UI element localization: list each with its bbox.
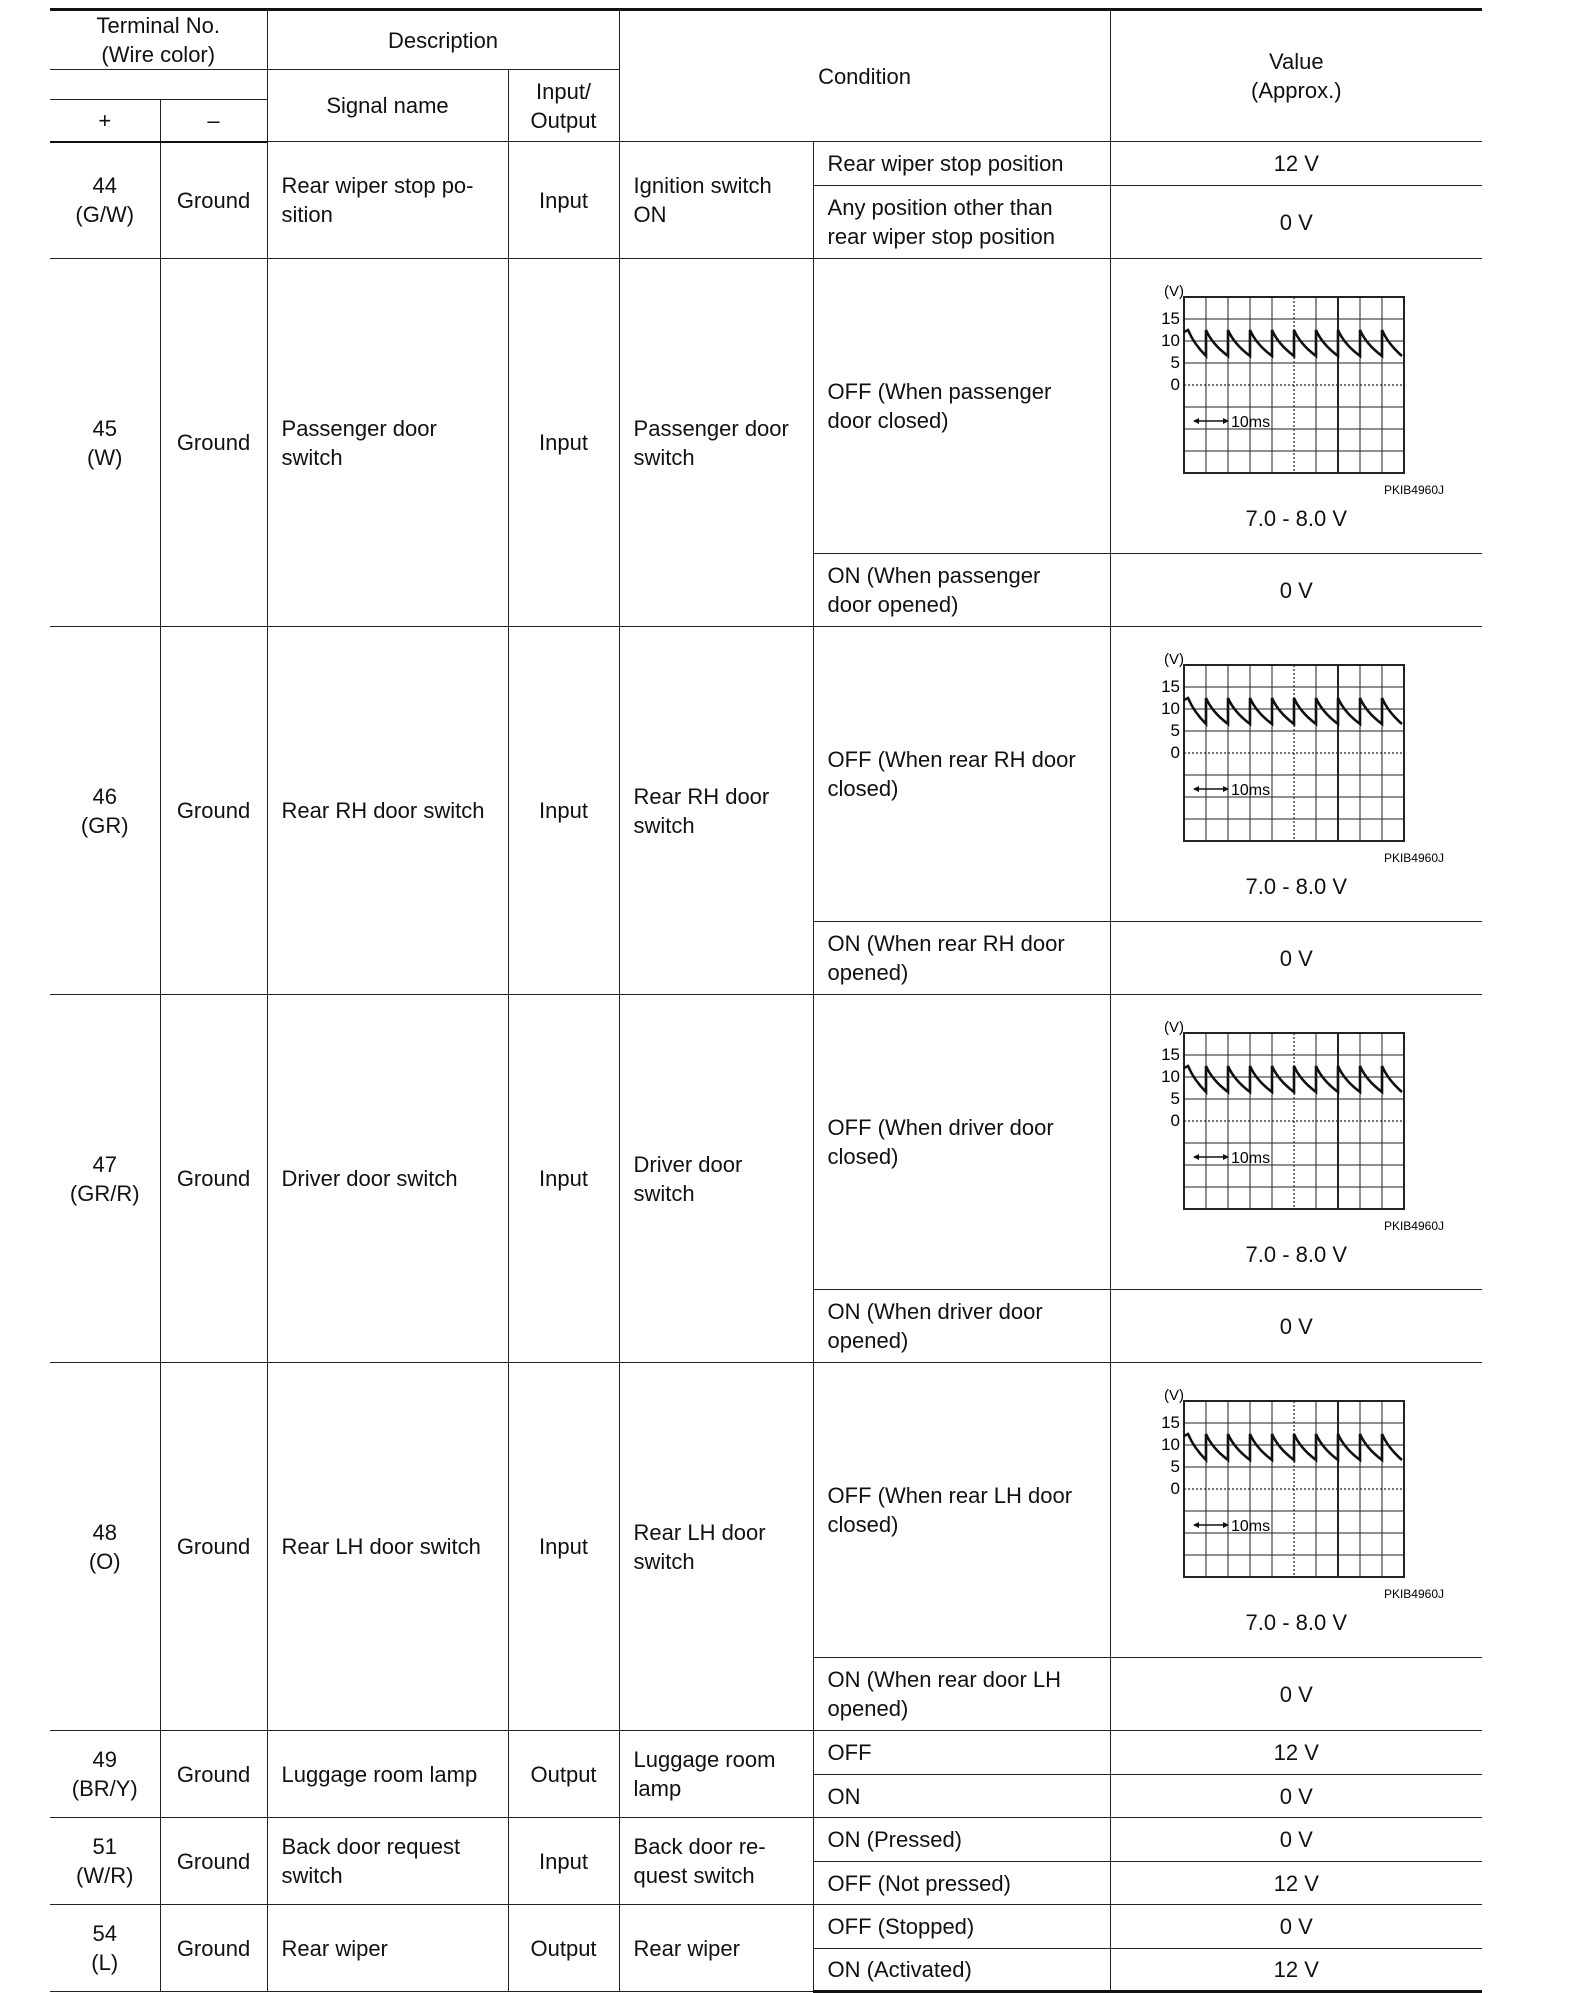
state-value: 0 V (1110, 922, 1482, 995)
terminal-number: 44 (92, 173, 117, 199)
wave-tick: 10 (1161, 698, 1181, 718)
state-label: OFF (Stopped) (813, 1905, 1110, 1949)
wave-time-label: 10ms (1231, 1149, 1271, 1167)
terminal-number: 47 (92, 1151, 117, 1177)
signal-name: Rear wiper (267, 1905, 508, 1992)
condition: Rear RH door switch (619, 627, 813, 995)
state-label: ON (When rear RH door opened) (813, 922, 1110, 995)
wire-color: (GR/R) (69, 1180, 140, 1206)
header-condition: Condition (619, 10, 1110, 142)
wave-tick: 10 (1161, 1066, 1181, 1086)
terminal-number: 49 (92, 1747, 117, 1772)
state-label: ON (813, 1775, 1110, 1818)
waveform-cell (1110, 1363, 1482, 1658)
header-description: Description (267, 10, 619, 70)
condition: Luggage room lamp (619, 1731, 813, 1818)
wire-color: (L) (91, 1950, 119, 1975)
input-output: Input (508, 259, 619, 627)
wave-time-label: 10ms (1231, 781, 1271, 799)
state-value: 0 V (1110, 186, 1482, 259)
header-plus: + (50, 100, 160, 142)
terminal-44 (50, 142, 160, 259)
state-label: ON (When rear door LH opened) (813, 1658, 1110, 1731)
header-value (1110, 10, 1482, 142)
oscilloscope-waveform (1115, 280, 1479, 502)
state-value: 0 V (1110, 1775, 1482, 1818)
header-terminal-no-label: Terminal No. (96, 13, 220, 38)
wave-unit: (V) (1164, 282, 1185, 300)
minus-ground: Ground (160, 627, 267, 995)
state-label: ON (Activated) (813, 1949, 1110, 1992)
state-label: Rear wiper stop position (813, 142, 1110, 186)
minus-ground: Ground (160, 142, 267, 259)
state-label: OFF (813, 1731, 1110, 1775)
wave-unit: (V) (1164, 1018, 1185, 1036)
header-terminal-no (50, 10, 267, 70)
state-label: Any position other than rear wiper stop position (813, 186, 1110, 259)
signal-name: Passenger door switch (267, 259, 508, 627)
state-label: ON (Pressed) (813, 1818, 1110, 1862)
wave-unit: (V) (1164, 650, 1185, 668)
state-value: 7.0 - 8.0 V (1245, 1241, 1348, 1267)
terminal-number: 48 (92, 1519, 117, 1545)
minus-ground: Ground (160, 259, 267, 627)
state-value: 0 V (1110, 1818, 1482, 1862)
wave-unit: (V) (1164, 1386, 1185, 1404)
signal-name: Luggage room lamp (267, 1731, 508, 1818)
input-output: Input (508, 627, 619, 995)
wave-tick: 5 (1170, 1088, 1181, 1108)
header-minus: – (160, 100, 267, 142)
wave-time-label: 10ms (1231, 413, 1271, 431)
wave-tick: 15 (1161, 308, 1181, 328)
input-output: Input (508, 995, 619, 1363)
terminal-45 (50, 259, 160, 627)
header-wire-color-label: (Wire color) (101, 42, 216, 67)
condition: Passenger door switch (619, 259, 813, 627)
wave-figure-id: PKIB4960J (1384, 1586, 1445, 1601)
condition: Rear LH door switch (619, 1363, 813, 1731)
condition: Rear wiper (619, 1905, 813, 1992)
wire-color: (G/W) (75, 202, 135, 228)
state-value: 12 V (1110, 1731, 1482, 1775)
terminal-51 (50, 1818, 160, 1905)
terminal-number: 51 (92, 1834, 117, 1859)
wave-tick: 0 (1170, 1478, 1181, 1498)
wire-color: (W) (87, 444, 123, 470)
terminal-47 (50, 995, 160, 1363)
minus-ground: Ground (160, 1363, 267, 1731)
signal-name: Rear wiper stop po- sition (267, 142, 508, 259)
wave-tick: 15 (1161, 676, 1181, 696)
terminal-spec-table (50, 8, 1482, 1993)
input-output: Input (508, 142, 619, 259)
terminal-table-page (50, 8, 1482, 1993)
state-value: 0 V (1110, 554, 1482, 627)
minus-ground: Ground (160, 1905, 267, 1992)
header-input-output: Input/ Output (508, 70, 619, 142)
state-value: 0 V (1110, 1290, 1482, 1363)
waveform-cell (1110, 627, 1482, 922)
state-value: 12 V (1110, 142, 1482, 186)
terminal-number: 54 (92, 1921, 117, 1946)
terminal-49 (50, 1731, 160, 1818)
wave-tick: 5 (1170, 1456, 1181, 1476)
terminal-54 (50, 1905, 160, 1992)
terminal-46 (50, 627, 160, 995)
header-approx-label: (Approx.) (1251, 78, 1342, 103)
terminal-number: 46 (92, 783, 117, 809)
wave-tick: 10 (1161, 330, 1181, 350)
wave-tick: 0 (1170, 1110, 1181, 1130)
minus-ground: Ground (160, 1818, 267, 1905)
wire-color: (BR/Y) (71, 1776, 138, 1801)
state-value: 12 V (1110, 1862, 1482, 1905)
wave-tick: 5 (1170, 720, 1181, 740)
signal-name: Back door request switch (267, 1818, 508, 1905)
input-output: Output (508, 1905, 619, 1992)
header-terminal-spacer (50, 70, 267, 100)
terminal-48 (50, 1363, 160, 1731)
state-label: OFF (When passenger door closed) (813, 259, 1110, 554)
wire-color: (O) (88, 1548, 121, 1574)
wave-tick: 0 (1170, 374, 1181, 394)
wave-tick: 0 (1170, 742, 1181, 762)
signal-name: Rear LH door switch (267, 1363, 508, 1731)
wire-color: (W/R) (76, 1863, 134, 1888)
oscilloscope-waveform (1115, 648, 1479, 870)
state-value: 12 V (1110, 1949, 1482, 1992)
wave-tick: 15 (1161, 1412, 1181, 1432)
condition: Ignition switch ON (619, 142, 813, 259)
wire-color: (GR) (80, 812, 129, 838)
wave-tick: 5 (1170, 352, 1181, 372)
oscilloscope-waveform (1115, 1016, 1479, 1238)
wave-tick: 15 (1161, 1044, 1181, 1064)
state-value: 7.0 - 8.0 V (1245, 1609, 1348, 1635)
terminal-number: 45 (92, 415, 117, 441)
minus-ground: Ground (160, 1731, 267, 1818)
input-output: Input (508, 1818, 619, 1905)
state-value: 0 V (1110, 1905, 1482, 1949)
oscilloscope-waveform (1115, 1384, 1479, 1606)
state-label: OFF (When rear RH door closed) (813, 627, 1110, 922)
signal-name: Driver door switch (267, 995, 508, 1363)
waveform-cell (1110, 995, 1482, 1290)
wave-figure-id: PKIB4960J (1384, 482, 1445, 497)
header-signal-name: Signal name (267, 70, 508, 142)
signal-name: Rear RH door switch (267, 627, 508, 995)
state-label: ON (When driver door opened) (813, 1290, 1110, 1363)
wave-time-label: 10ms (1231, 1517, 1271, 1535)
state-label: OFF (Not pressed) (813, 1862, 1110, 1905)
wave-figure-id: PKIB4960J (1384, 850, 1445, 865)
input-output: Input (508, 1363, 619, 1731)
condition: Driver door switch (619, 995, 813, 1363)
state-label: ON (When passenger door opened) (813, 554, 1110, 627)
wave-figure-id: PKIB4960J (1384, 1218, 1445, 1233)
wave-tick: 10 (1161, 1434, 1181, 1454)
state-value: 7.0 - 8.0 V (1245, 873, 1348, 899)
state-value: 0 V (1110, 1658, 1482, 1731)
state-value: 7.0 - 8.0 V (1245, 505, 1348, 531)
condition: Back door re- quest switch (619, 1818, 813, 1905)
state-label: OFF (When rear LH door closed) (813, 1363, 1110, 1658)
header-value-label: Value (1268, 49, 1324, 74)
state-label: OFF (When driver door closed) (813, 995, 1110, 1290)
waveform-cell (1110, 259, 1482, 554)
input-output: Output (508, 1731, 619, 1818)
minus-ground: Ground (160, 995, 267, 1363)
